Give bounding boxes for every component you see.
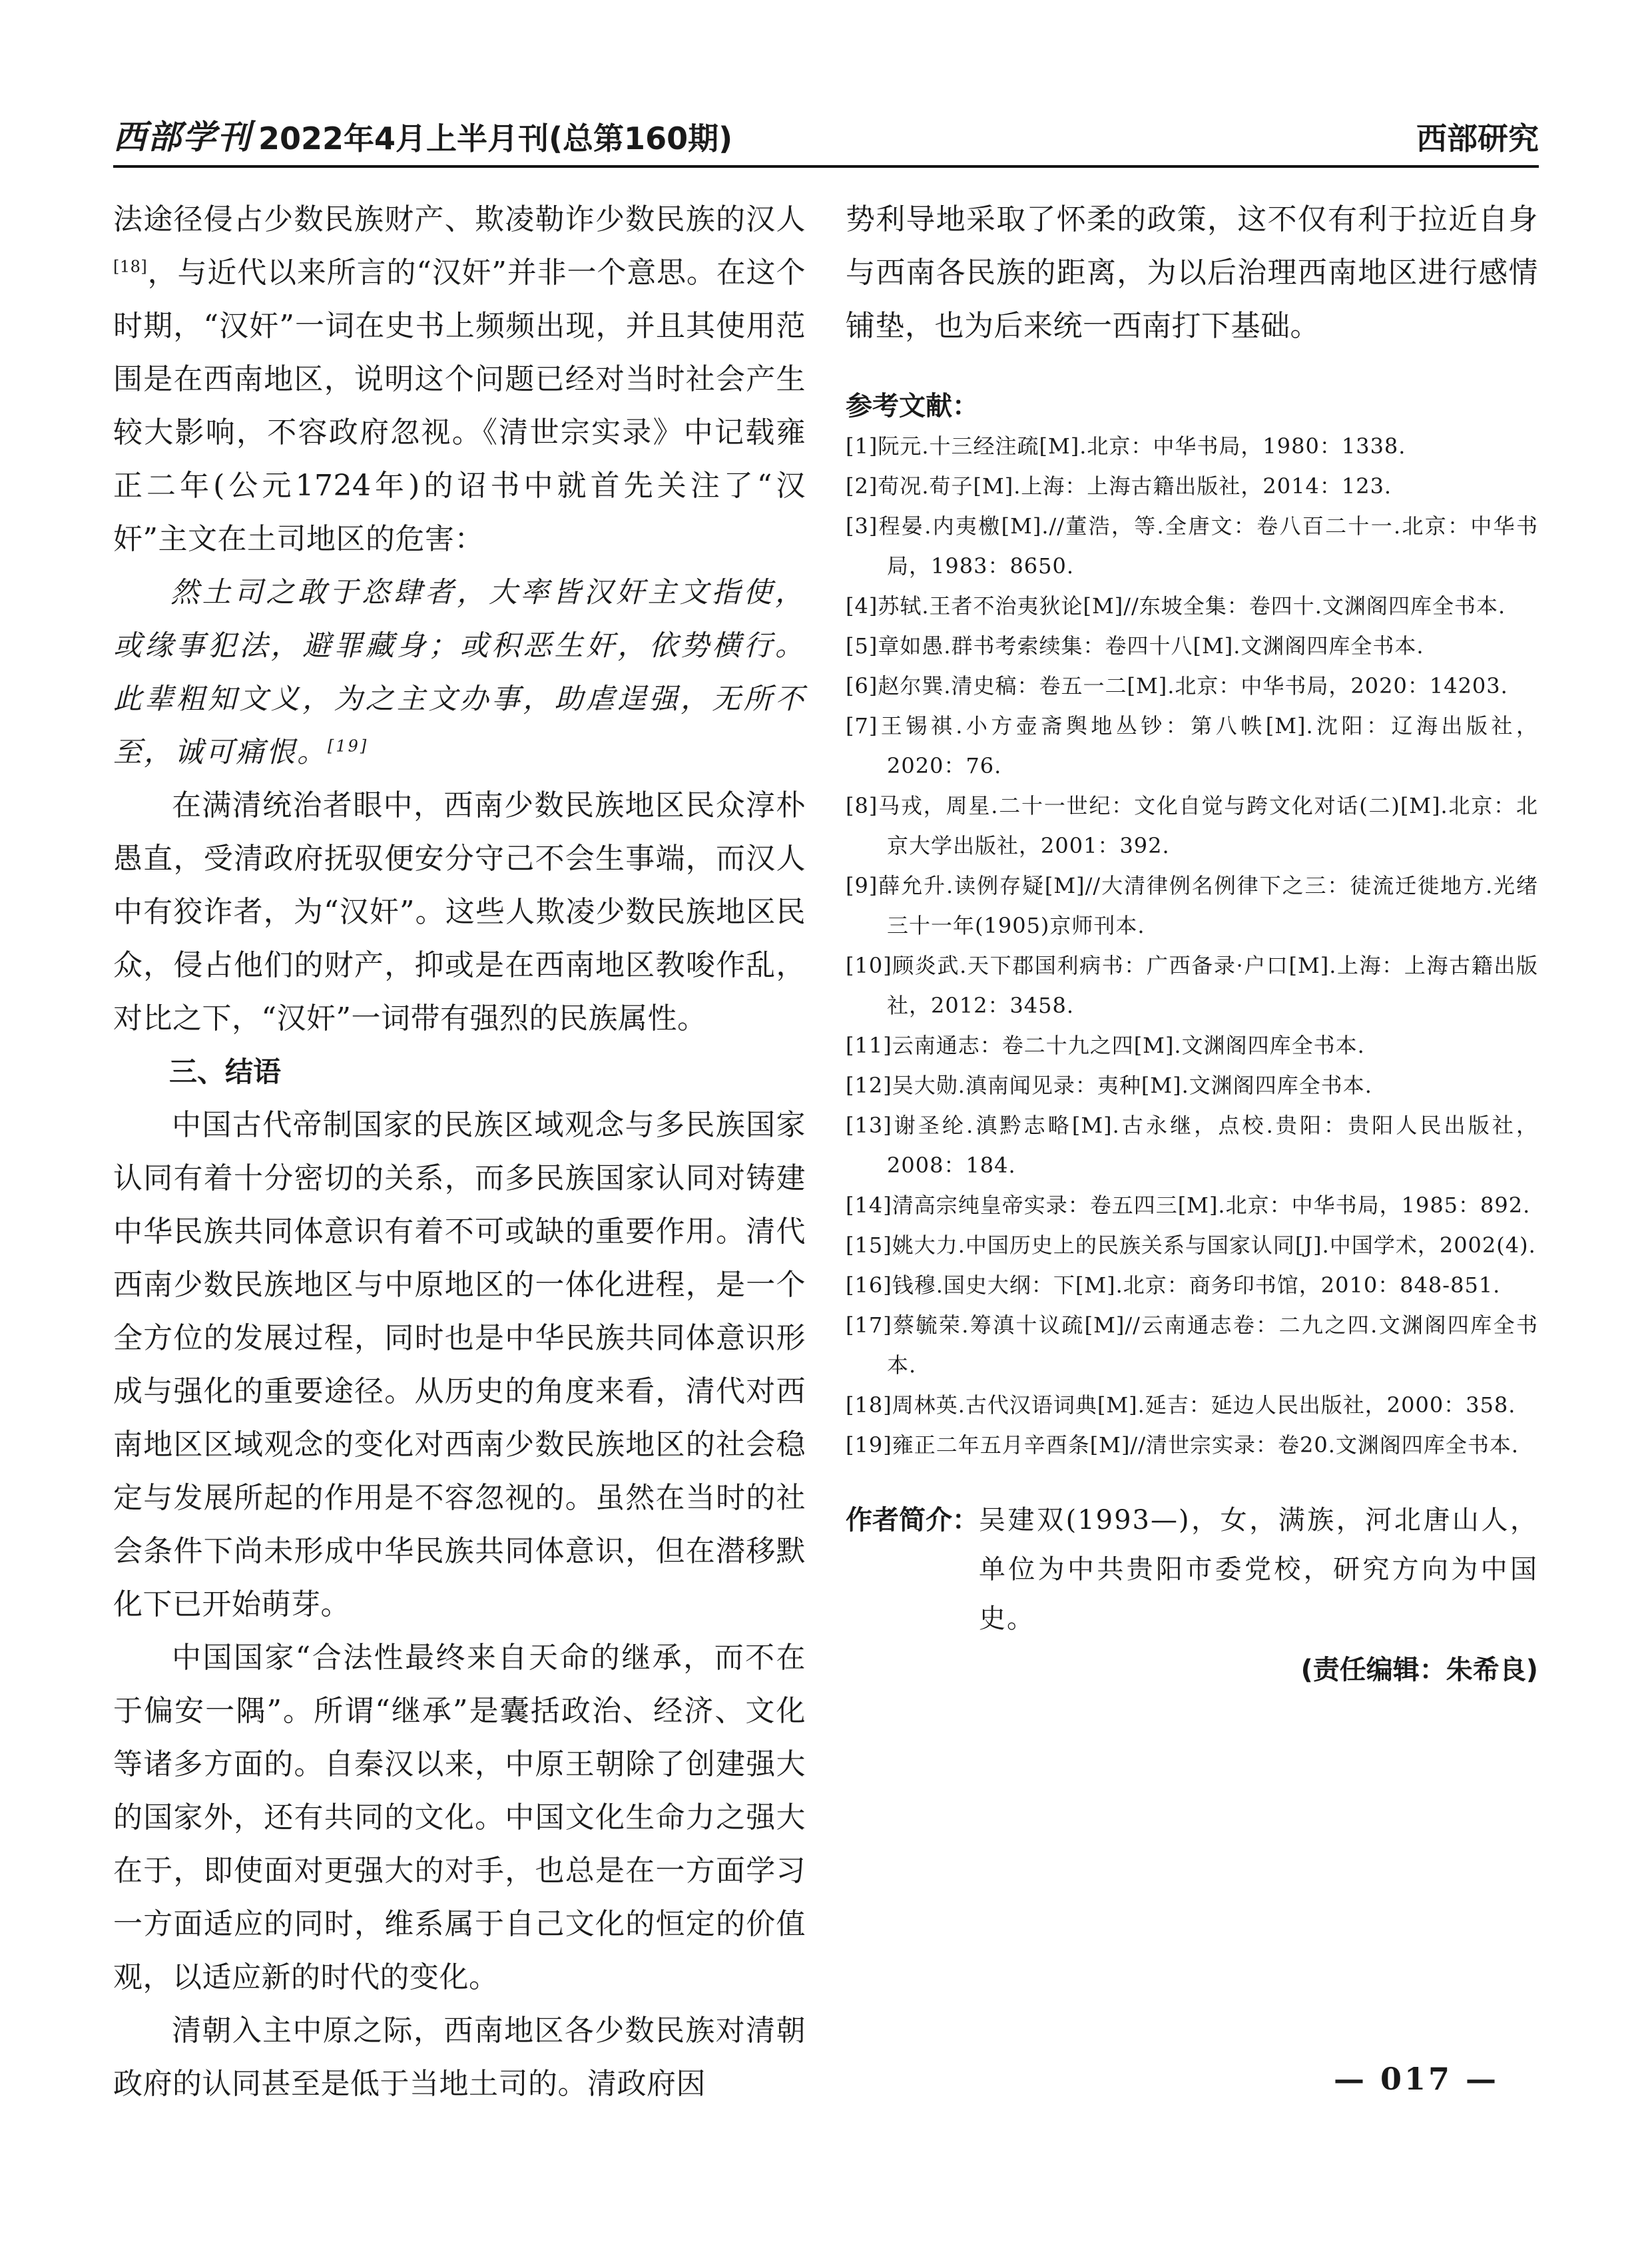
citation-18: [18] — [113, 257, 148, 276]
reference-item: [2]荀况.荀子[M].上海：上海古籍出版社，2014：123. — [846, 473, 1392, 499]
author-bio — [846, 1496, 1538, 1643]
reference-item: [6]赵尔巽.清史稿：卷五一二[M].北京：中华书局，2020：14203. — [846, 673, 1508, 699]
reference-item: [17]蔡毓荣.筹滇十议疏[M]//云南通志卷：二九之四.文渊阁四库全书本. — [846, 1312, 1538, 1378]
reference-item: [16]钱穆.国史大纲：下[M].北京：商务印书馆，2010：848-851. — [846, 1272, 1501, 1298]
paragraph-1-text-a: 法途径侵占少数民族财产、欺凌勒诈少数民族的汉人 — [113, 202, 806, 236]
paragraph-4: 中国国家“合法性最终来自天命的继承，而不在于偏安一隅”。所谓“继承”是囊括政治、经济、文化等诸多方面的。自秦汉以来，中原王朝除了创建强大的国家外，还有共同的文化。中国文化生命力之强大在于，即使面对更强大的对手，也总是在一方面学习一方面适应的同时，维系属于自己文化的恒定的价值观，以适应新的时代的变化。 — [113, 1641, 806, 1994]
reference-item: [13]谢圣纶.滇黔志略[M].古永继，点校.贵阳：贵阳人民出版社，2008：184. — [846, 1113, 1538, 1178]
reference-item: [14]清高宗纯皇帝实录：卷五四三[M].北京：中华书局，1985：892. — [846, 1193, 1531, 1218]
paragraph-1-text-b: ，与近代以来所言的“汉奸”并非一个意思。在这个时期，“汉奸”一词在史书上频频出现，并且其使用范围是在西南地区，说明这个问题已经对当时社会产生较大影响，不容政府忽视。《清世宗实录》中记载雍正二年(公元1724年)的诏书中就首先关注了“汉奸”主文在土司地区的危害： — [113, 256, 806, 556]
paragraph-5: 清朝入主中原之际，西南地区各少数民族对清朝政府的认同甚至是低于当地土司的。清政府因 — [113, 2014, 806, 2101]
paragraph-3: 中国古代帝制国家的民族区域观念与多民族国家认同有着十分密切的关系，而多民族国家认同对铸建中华民族共同体意识有着不可或缺的重要作用。清代西南少数民族地区与中原地区的一体化进程，是一个全方位的发展过程，同时也是中华民族共同体意识形成与强化的重要途径。从历史的角度来看，清代对西南地区区域观念的变化对西南少数民族地区的社会稳定与发展所起的作用是不容忽视的。虽然在当时的社会条件下尚未形成中华民族共同体意识，但在潜移默化下已开始萌芽。 — [113, 1108, 806, 1621]
paragraph-continued: 势利导地采取了怀柔的政策，这不仅有利于拉近自身与西南各民族的距离，为以后治理西南地区进行感情铺垫，也为后来统一西南打下基础。 — [846, 202, 1538, 343]
reference-item: [4]苏轼.王者不治夷狄论[M]//东坡全集：卷四十.文渊阁四库全书本. — [846, 593, 1506, 619]
quotation-text: 然土司之敢于恣肆者，大率皆汉奸主文指使，或缘事犯法，避罪藏身；或积恶生奸，依势横行。此辈粗知文义，为之主文办事，助虐逞强，无所不至，诚可痛恨。 — [113, 576, 806, 769]
right-column — [846, 193, 1538, 1690]
reference-item: [19]雍正二年五月辛酉条[M]//清世宗实录：卷20.文渊阁四库全书本. — [846, 1432, 1519, 1458]
left-column — [113, 193, 806, 2111]
reference-item: [10]顾炎武.天下郡国利病书：广西备录·户口[M].上海：上海古籍出版社，2012：3458. — [846, 953, 1538, 1018]
citation-19: [19] — [328, 736, 369, 756]
section-heading-conclusion: 三、结语 — [169, 1055, 282, 1088]
reference-item: [12]吴大勋.滇南闻见录：夷种[M].文渊阁四库全书本. — [846, 1073, 1372, 1098]
journal-logo: 西部学刊 — [113, 117, 252, 156]
section-title: 西部研究 — [1416, 121, 1539, 156]
paragraph-2: 在满清统治者眼中，西南少数民族地区民众淳朴愚直，受清政府抚驭便安分守己不会生事端，而汉人中有狡诈者，为“汉奸”。这些人欺凌少数民族地区民众，侵占他们的财产，抑或是在西南地区教唆作乱，对比之下，“汉奸”一词带有强烈的民族属性。 — [113, 788, 806, 1035]
reference-item: [15]姚大力.中国历史上的民族关系与国家认同[J].中国学术，2002(4). — [846, 1233, 1536, 1258]
author-bio-text: 吴建双(1993—)，女，满族，河北唐山人，单位为中共贵阳市委党校，研究方向为中国史。 — [979, 1505, 1538, 1634]
quotation — [113, 566, 806, 779]
reference-item: [3]程晏.内夷檄[M].//董浩，等.全唐文：卷八百二十一.北京：中华书局，1983：8650. — [846, 513, 1538, 579]
reference-item: [9]薛允升.读例存疑[M]//大清律例名例律下之三：徒流迁徙地方.光绪三十一年(1905)京师刊本. — [846, 873, 1538, 938]
reference-item: [11]云南通志：卷二十九之四[M].文渊阁四库全书本. — [846, 1033, 1365, 1058]
page-number: — 017 — — [1333, 2061, 1499, 2097]
reference-item: [5]章如愚.群书考索续集：卷四十八[M].文渊阁四库全书本. — [846, 633, 1424, 659]
references-list — [846, 426, 1538, 1465]
reference-item: [1]阮元.十三经注疏[M].北京：中华书局，1980：1338. — [846, 433, 1406, 459]
reference-item: [7]王锡祺.小方壶斋舆地丛钞：第八帙[M].沈阳：辽海出版社，2020：76. — [846, 713, 1538, 778]
header-left — [113, 111, 732, 158]
paragraph-1 — [113, 193, 806, 566]
page-header — [113, 107, 1539, 168]
responsible-editor: (责任编辑：朱希良) — [1300, 1655, 1538, 1685]
author-bio-label: 作者简介： — [846, 1505, 979, 1536]
reference-item: [8]马戎，周星.二十一世纪：文化自觉与跨文化对话(二)[M].北京：北京大学出版社，2001：392. — [846, 793, 1538, 858]
references-title: 参考文献： — [846, 391, 979, 421]
reference-item: [18]周林英.古代汉语词典[M].延吉：延边人民出版社，2000：358. — [846, 1392, 1516, 1418]
issue-info: 2022年4月上半月刊(总第160期) — [258, 121, 733, 156]
